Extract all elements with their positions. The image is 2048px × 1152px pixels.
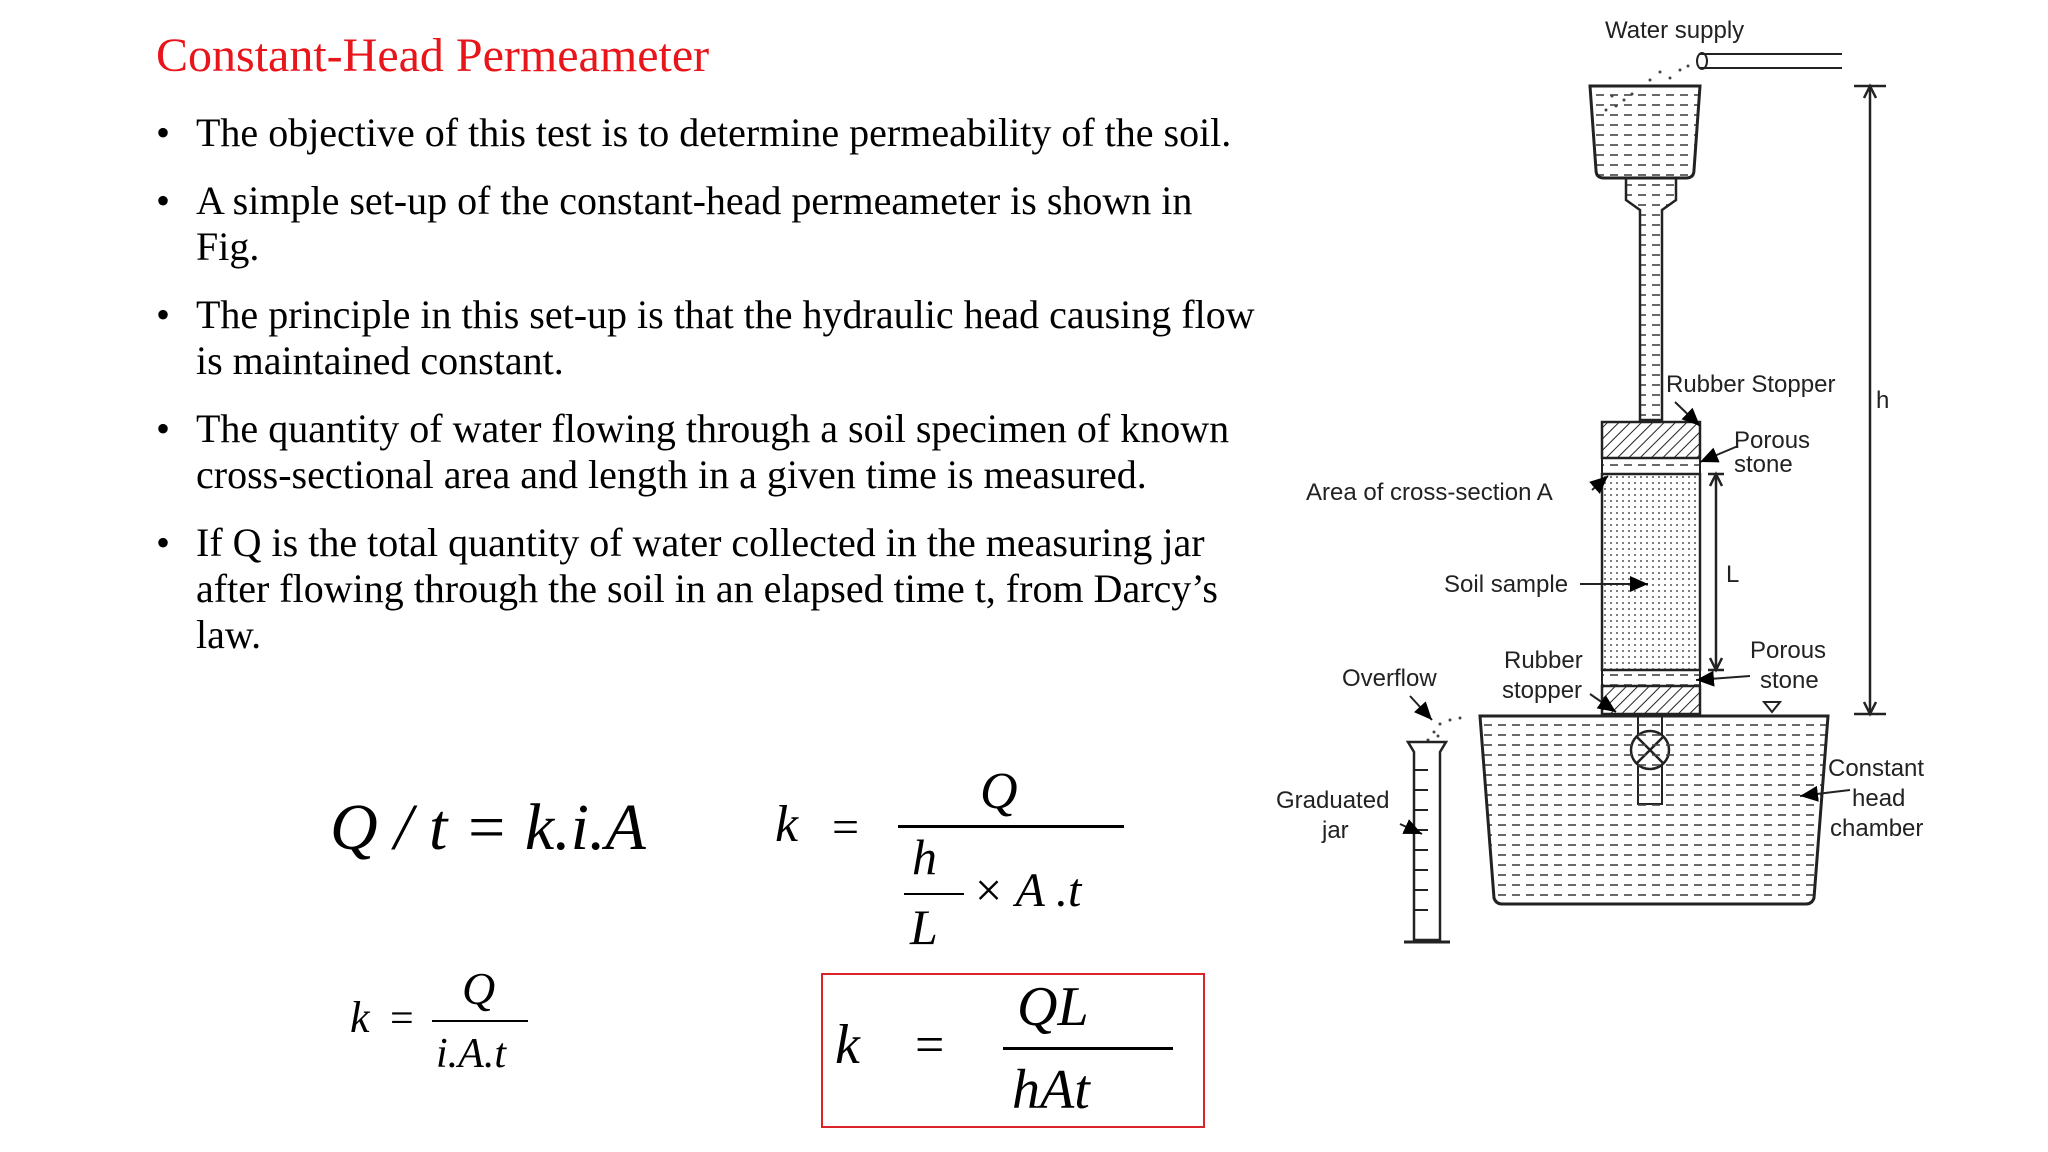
bullet-item — [156, 520, 1256, 658]
label-constant-head-1: Constant — [1828, 755, 1925, 782]
eq4-lhs: k — [835, 1014, 860, 1076]
permeameter-diagram — [1260, 0, 1960, 960]
eq3-equals: = — [390, 996, 414, 1042]
label-area: Area of cross-section A — [1306, 479, 1553, 506]
eq4-numerator: QL — [1017, 976, 1089, 1038]
bullet-text: The principle in this set-up is that the hydraulic head causing flow is maintained constant. — [196, 292, 1255, 383]
bullet-text: The objective of this test is to determine permeability of the soil. — [196, 110, 1232, 155]
label-h: h — [1876, 387, 1890, 414]
eq3-numerator: Q — [462, 963, 496, 1014]
constant-head-chamber — [1480, 716, 1828, 904]
bullet-glyph: • — [156, 292, 171, 337]
label-porous-stone-bottom-2: stone — [1760, 667, 1819, 694]
eq4-denominator: hAt — [1012, 1059, 1090, 1121]
bullet-glyph: • — [156, 178, 171, 223]
eq2-L: L — [910, 899, 938, 955]
eq3-fraction-line — [432, 1020, 528, 1022]
label-overflow: Overflow — [1342, 665, 1437, 692]
label-graduated-jar-1: Graduated — [1276, 787, 1390, 814]
label-porous-stone-top-2: stone — [1734, 451, 1793, 478]
darcy-equation: Q / t = k.i.A — [330, 791, 646, 864]
eq4-equals: = — [915, 1017, 945, 1074]
label-rubber-stopper-top: Rubber Stopper — [1666, 371, 1836, 398]
label-soil-sample: Soil sample — [1444, 571, 1569, 598]
graduated-jar — [1404, 742, 1450, 942]
bullet-list — [156, 110, 1256, 680]
bullet-text: If Q is the total quantity of water collected in the measuring jar after flowing through the soil in an elapsed time t, from Darcy’s law. — [196, 520, 1218, 657]
label-water-supply: Water supply — [1605, 17, 1745, 44]
bullet-item — [156, 110, 1256, 156]
eq2-den-rest: × A .t — [972, 864, 1082, 917]
bullet-glyph: • — [156, 520, 171, 565]
bullet-glyph: • — [156, 110, 171, 155]
eq4-fraction-line — [1003, 1047, 1173, 1050]
bullet-text: A simple set-up of the constant-head permeameter is shown in Fig. — [196, 178, 1193, 269]
overflow-spray — [1427, 717, 1462, 742]
label-porous-stone-bottom-1: Porous — [1750, 637, 1827, 664]
bullet-item — [156, 292, 1256, 384]
dimension-l — [1708, 474, 1724, 670]
label-rubber-stopper-bottom-1: Rubber — [1504, 647, 1583, 674]
bullet-glyph: • — [156, 406, 171, 451]
slide-title: Constant-Head Permeameter — [156, 29, 710, 82]
water-supply-pipe — [1697, 53, 1842, 69]
label-constant-head-3: chamber — [1830, 815, 1924, 842]
eq3-denominator: i.A.t — [436, 1031, 506, 1077]
eq2-numerator: Q — [980, 763, 1018, 820]
bullet-item — [156, 406, 1256, 498]
label-rubber-stopper-bottom-2: stopper — [1502, 677, 1583, 704]
eq2-equals: = — [832, 801, 860, 854]
bullet-item — [156, 178, 1256, 270]
eq3-lhs: k — [350, 993, 370, 1042]
eq2-h: h — [912, 829, 937, 885]
eq2-inner-fraction-line — [904, 893, 964, 895]
bullet-text: The quantity of water flowing through a soil specimen of known cross-sectional area and length in a given time is measured. — [196, 406, 1230, 497]
label-graduated-jar-2: jar — [1322, 817, 1349, 844]
water-level-marker — [1764, 702, 1780, 712]
label-constant-head-2: head — [1852, 785, 1906, 812]
eq2-lhs: k — [775, 796, 799, 853]
top-reservoir — [1590, 86, 1700, 178]
label-porous-stone-top-1: Porous — [1734, 427, 1811, 454]
label-L: L — [1726, 561, 1740, 588]
